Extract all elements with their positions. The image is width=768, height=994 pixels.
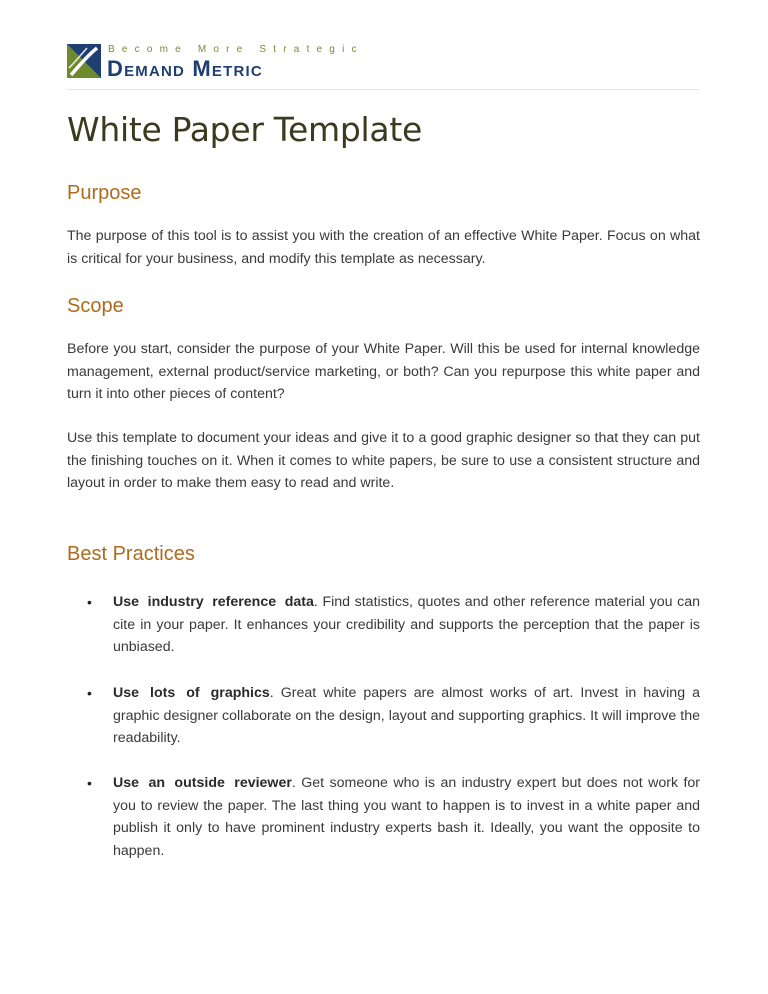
scope-heading: Scope [67,295,124,317]
list-item-lead: Use lots of graphics [113,685,270,701]
list-item-text [113,591,700,659]
list-item-text [113,772,700,863]
list-item-lead: Use an outside reviewer [113,775,292,791]
list-item-body: . Get someone who is an industry expert but does not work for you to review the paper. The last thing you want to happen is to invest in a white paper and publish it only to have prominent industry experts bash it. Ideally, you want the opposite to happen. [113,775,701,860]
list-item-body: . Great white papers are almost works of art. Invest in having a graphic designer collaborate on the design, layout and supporting graphics. It will improve the readability. [113,685,700,747]
bullet-icon: • [87,594,92,610]
brand-tagline: Become More Strategic [108,44,364,55]
purpose-paragraph: The purpose of this tool is to assist you with the creation of an effective White Paper. Focus on what is critical for your business, and modify this template as necessary. [67,228,700,267]
list-item-body: . Find statistics, quotes and other reference material you can cite in your paper. It enhances your credibility and supports the perception that the paper is unbiased. [113,594,700,656]
purpose-heading: Purpose [67,182,142,204]
demand-metric-logo-icon [67,44,101,78]
document-title: White Paper Template [67,110,422,149]
list-item-text [113,682,700,750]
brand-name: Demand Metric [107,56,263,81]
bullet-icon: • [87,685,92,701]
scope-paragraph-1: Before you start, consider the purpose of your White Paper. Will this be used for internal knowledge management, external product/service marketing, or both? Can you repurpose this white paper and turn it into other pieces of content? [67,341,700,403]
best-practices-heading: Best Practices [67,543,195,565]
bullet-icon: • [87,775,92,791]
scope-paragraph-2: Use this template to document your ideas and give it to a good graphic designer so that they can put the finishing touches on it. When it comes to white papers, be sure to use a consistent structure and layout in order to make them easy to read and write. [67,430,700,492]
list-item-lead: Use industry reference data [113,594,314,610]
header-divider [67,89,700,90]
